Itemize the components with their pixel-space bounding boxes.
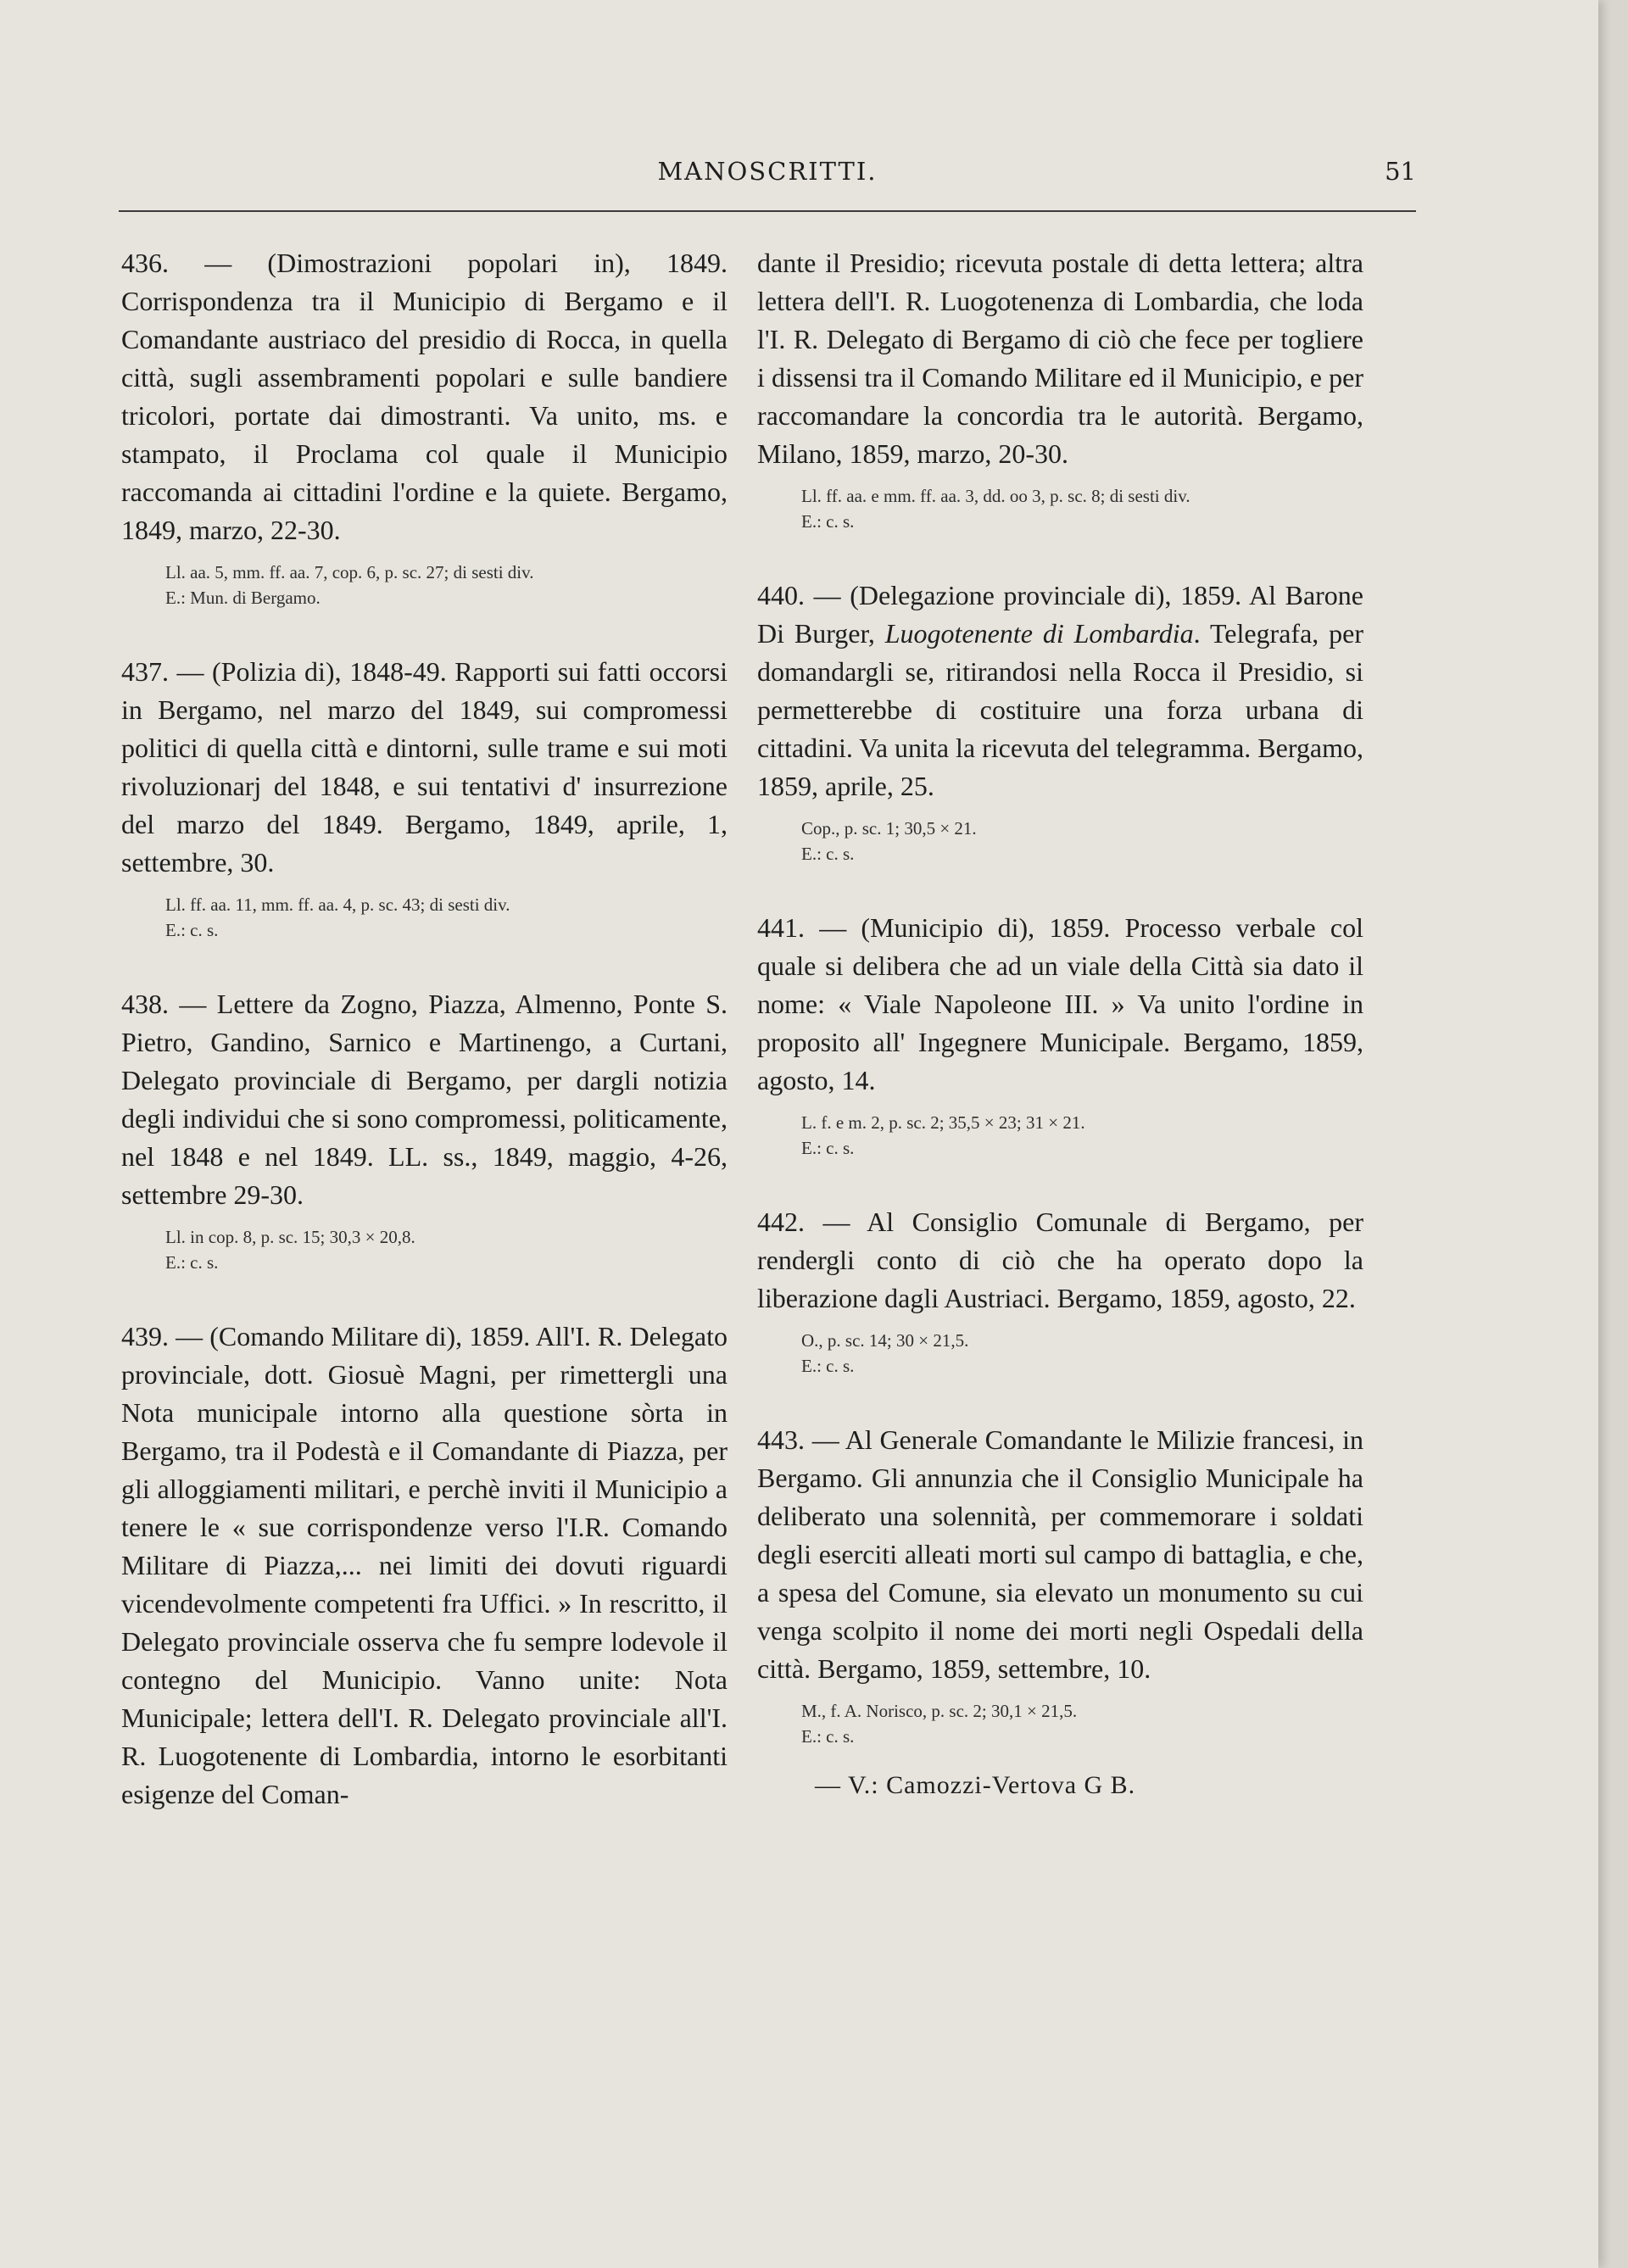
meta-description: Ll. ff. aa. e mm. ff. aa. 3, dd. oo 3, p. sc. 8; di sesti div. bbox=[801, 486, 1190, 506]
entry-436 bbox=[121, 244, 728, 610]
entry-text-continued: dante il Presidio; ricevuta postale di detta lettera; altra lettera dell'I. R. Luogotenenza di Lombardia, che loda l'I. R. Delegato di Bergamo di ciò che fece per togliere i dissensi tra il Comando Militare ed il Municipio, e per raccomandare la concordia tra le autorità. Bergamo, Milano, 1859, marzo, 20-30. bbox=[757, 248, 1363, 469]
meta-source: E.: c. s. bbox=[165, 1252, 219, 1273]
page-number: 51 bbox=[1385, 157, 1416, 186]
entry-438 bbox=[121, 985, 728, 1275]
entry-text: 441. — (Municipio di), 1859. Processo verbale col quale si delibera che ad un viale della Città sia dato il nome: « Viale Napoleone III. » Va unito l'ordine in proposito all' Ingegnere Municipale. Bergamo, 1859, agosto, 14. bbox=[757, 912, 1363, 1095]
meta-description: Ll. ff. aa. 11, mm. ff. aa. 4, p. sc. 43; di sesti div. bbox=[165, 894, 510, 915]
entry-text: 443. — Al Generale Comandante le Milizie francesi, in Bergamo. Gli annunzia che il Consiglio Municipale ha deliberato una solennità, per commemorare i soldati degli eserciti alleati morti sul campo di battaglia, e che, a spesa del Comune, sia elevato un monumento su cui venga scolpito il nome dei morti negli Ospedali della città. Bergamo, 1859, settembre, 10. bbox=[757, 1424, 1363, 1684]
meta-source: E.: c. s. bbox=[801, 1726, 855, 1747]
meta-description: L. f. e m. 2, p. sc. 2; 35,5 × 23; 31 × 21. bbox=[801, 1112, 1085, 1133]
right-column bbox=[757, 244, 1363, 1804]
entry-439-part1 bbox=[121, 1318, 728, 1814]
entry-text: 436. — (Dimostrazioni popolari in), 1849. Corrispondenza tra il Municipio di Bergamo e il Comandante austriaco del presidio di Rocca, in quella città, sugli assembramenti popolari e sulle bandiere tricolori, portate dai dimostranti. Va unito, ms. e stampato, il Proclama col quale il Municipio raccomanda ai cittadini l'ordine e la quiete. Bergamo, 1849, marzo, 22-30. bbox=[121, 248, 728, 545]
meta-source: E.: Mun. di Bergamo. bbox=[165, 588, 321, 608]
entry-text: 439. — (Comando Militare di), 1859. All'I. R. Delegato provinciale, dott. Giosuè Magni, per rimettergli una Nota municipale intorno alla questione sòrta in Bergamo, tra il Podestà e il Comandante di Piazza, per gli alloggiamenti militari, e perchè inviti il Municipio a tenere le « sue corrispondenze verso l'I.R. Comando Militare di Piazza,... nei limiti dei dovuti riguardi vicendevolmente competenti fra Uffici. » In rescritto, il Delegato provinciale osserva che fu sempre lodevole il contegno del Municipio. Vanno unite: Nota Municipale; lettera dell'I. R. Delegato provinciale all'I. R. Luogotenente di Lombardia, intorno le esorbitanti esigenze del Coman- bbox=[121, 1321, 728, 1809]
entry-442 bbox=[757, 1203, 1363, 1379]
entry-437 bbox=[121, 653, 728, 943]
meta-description: Ll. aa. 5, mm. ff. aa. 7, cop. 6, p. sc. 27; di sesti div. bbox=[165, 562, 534, 582]
entry-meta bbox=[757, 1110, 1363, 1161]
left-column bbox=[121, 244, 728, 1814]
meta-description: Ll. in cop. 8, p. sc. 15; 30,3 × 20,8. bbox=[165, 1227, 415, 1247]
entry-text: 437. — (Polizia di), 1848-49. Rapporti sui fatti occorsi in Bergamo, nel marzo del 1849, sui compromessi politici di quella città e dintorni, sulle trame e sui moti rivoluzionarj del 1848, e sui tentativi d' insurrezione del marzo del 1849. Bergamo, 1849, aprile, 1, settembre, 30. bbox=[121, 656, 728, 878]
entry-meta bbox=[121, 1224, 728, 1275]
meta-description: O., p. sc. 14; 30 × 21,5. bbox=[801, 1330, 969, 1351]
entry-text-end: . Telegrafa, per domandargli se, ritirandosi nella Rocca il Presidio, si permetterebbe di costituire una forza urbana di cittadini. Va unita la ricevuta del telegramma. Bergamo, 1859, aprile, 25. bbox=[757, 618, 1364, 801]
entry-443 bbox=[757, 1421, 1363, 1749]
page-header bbox=[119, 157, 1416, 208]
header-rule bbox=[119, 210, 1416, 212]
meta-source: E.: c. s. bbox=[165, 920, 219, 940]
entry-meta bbox=[757, 816, 1363, 867]
meta-description: Cop., p. sc. 1; 30,5 × 21. bbox=[801, 818, 977, 839]
running-title: MANOSCRITTI. bbox=[657, 157, 878, 186]
entry-text: 438. — Lettere da Zogno, Piazza, Almenno, Ponte S. Pietro, Gandino, Sarnico e Martinengo, a Curtani, Delegato provinciale di Bergamo, per dargli notizia degli individui che si sono compromessi, politicamente, nel 1848 e nel 1849. LL. ss., 1849, maggio, 4-26, settembre 29-30. bbox=[121, 989, 728, 1210]
entry-meta bbox=[121, 560, 728, 610]
entry-text-italic: Luogotenente di Lombardia bbox=[884, 618, 1194, 649]
entry-440 bbox=[757, 577, 1363, 867]
entry-441 bbox=[757, 909, 1363, 1161]
entry-text bbox=[757, 577, 1363, 805]
entry-439-part2 bbox=[757, 244, 1363, 534]
entry-meta bbox=[121, 892, 728, 943]
entry-text-start: 440. — (Delegazione provinciale di), 1859. Al Barone Di Burger, bbox=[757, 580, 1363, 649]
entry-meta bbox=[757, 1328, 1363, 1379]
meta-source: E.: c. s. bbox=[801, 1138, 855, 1158]
entry-meta bbox=[757, 1698, 1363, 1749]
meta-source: E.: c. s. bbox=[801, 1356, 855, 1376]
meta-description: M., f. A. Norisco, p. sc. 2; 30,1 × 21,5. bbox=[801, 1701, 1078, 1721]
entry-meta bbox=[757, 483, 1363, 534]
meta-source: E.: c. s. bbox=[801, 511, 855, 532]
see-also-reference: — V.: Camozzi-Vertova G B. bbox=[815, 1771, 1136, 1799]
meta-source: E.: c. s. bbox=[801, 844, 855, 864]
entry-text: 442. — Al Consiglio Comunale di Bergamo, per rendergli conto di ciò che ha operato dopo la liberazione dagli Austriaci. Bergamo, 1859, agosto, 22. bbox=[757, 1206, 1363, 1313]
